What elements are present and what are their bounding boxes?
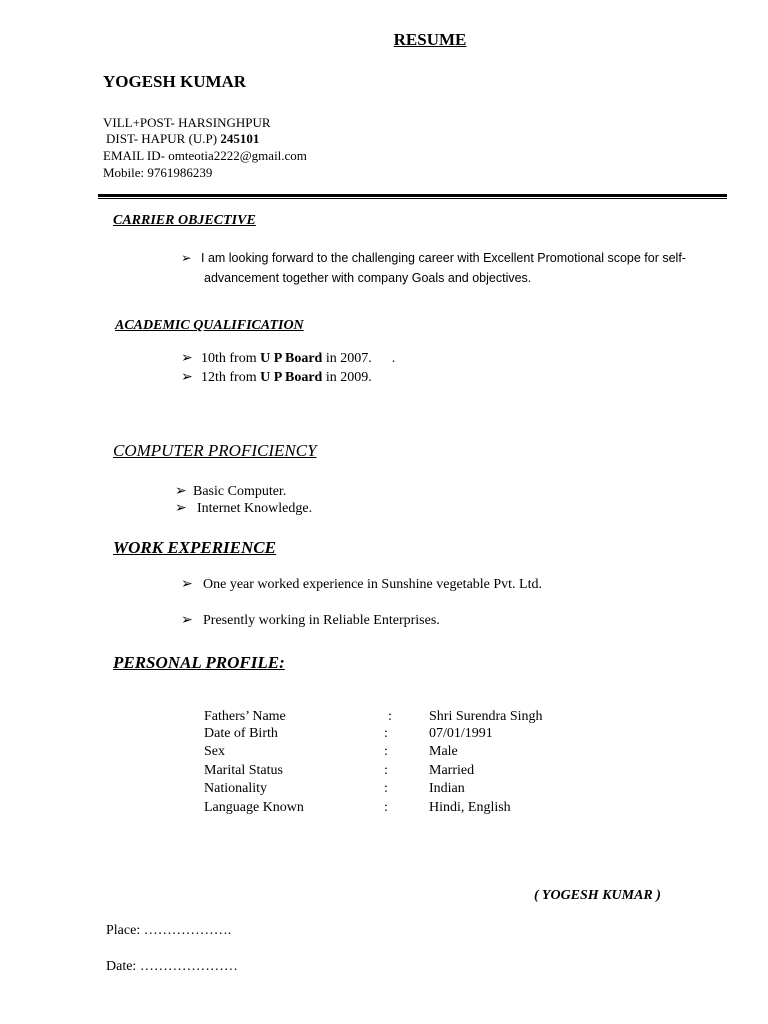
- academic-item-year: in 2009.: [322, 370, 372, 385]
- profile-separator: :: [384, 726, 388, 741]
- personal-profile-heading: PERSONAL PROFILE:: [113, 653, 285, 672]
- work-item-text: Presently working in Reliable Enterprises.: [203, 613, 440, 628]
- career-objective-text1: I am looking forward to the challenging career with Excellent Promotional scope for self-: [201, 251, 686, 265]
- academic-heading: ACADEMIC QUALIFICATION: [115, 318, 304, 333]
- computer-proficiency-heading: COMPUTER PROFICIENCY: [113, 441, 317, 460]
- profile-value: 07/01/1991: [429, 726, 493, 741]
- arrow-bullet-icon: ➢: [181, 351, 193, 366]
- profile-label: Date of Birth: [204, 726, 278, 741]
- mobile-line: Mobile: 9761986239: [103, 165, 213, 180]
- arrow-bullet-icon: ➢: [181, 613, 193, 628]
- work-item: [181, 576, 542, 593]
- academic-item-trail: .: [391, 351, 396, 366]
- academic-item-text: 12th from: [201, 370, 261, 385]
- career-objective-line1: [181, 248, 686, 268]
- profile-value: Male: [429, 744, 458, 759]
- profile-label: Language Known: [204, 800, 304, 815]
- work-item: [181, 612, 440, 629]
- profile-value: Shri Surendra Singh: [429, 709, 543, 724]
- header-divider-thin: [98, 198, 727, 199]
- academic-item-board: U P Board: [260, 351, 323, 366]
- signature-name: ( YOGESH KUMAR ): [534, 888, 661, 903]
- profile-label: Marital Status: [204, 763, 283, 778]
- address-district: DIST- HAPUR (U.P): [106, 131, 218, 146]
- header-divider-thick: [98, 194, 727, 197]
- arrow-bullet-icon: ➢: [175, 484, 187, 499]
- place-line: Place: ……………….: [106, 923, 232, 938]
- profile-value: Hindi, English: [429, 800, 511, 815]
- academic-item-board: U P Board: [260, 370, 323, 385]
- resume-title: RESUME: [393, 30, 467, 49]
- career-objective-heading: CARRIER OBJECTIVE: [113, 213, 256, 228]
- profile-separator: :: [384, 781, 388, 796]
- academic-item: [181, 369, 372, 386]
- computer-item-text: Internet Knowledge.: [197, 501, 313, 516]
- arrow-bullet-icon: ➢: [181, 251, 192, 265]
- career-objective-line2: advancement together with company Goals and objectives.: [204, 271, 532, 285]
- profile-value: Indian: [429, 781, 465, 796]
- work-item-text: One year worked experience in Sunshine vegetable Pvt. Ltd.: [203, 577, 543, 592]
- arrow-bullet-icon: ➢: [175, 501, 187, 516]
- profile-label: Fathers’ Name: [204, 709, 286, 724]
- date-line: Date: …………………: [106, 959, 238, 974]
- address-pincode: 245101: [220, 131, 260, 146]
- profile-separator: :: [388, 709, 392, 724]
- work-experience-heading: WORK EXPERIENCE: [113, 538, 276, 557]
- address-line2: [106, 131, 259, 147]
- computer-item-text: Basic Computer.: [193, 484, 287, 499]
- profile-separator: :: [384, 800, 388, 815]
- academic-item-year: in 2007.: [322, 351, 372, 366]
- profile-value: Married: [429, 763, 475, 778]
- profile-separator: :: [384, 763, 388, 778]
- candidate-name: YOGESH KUMAR: [103, 72, 247, 91]
- computer-item: [175, 500, 312, 517]
- email-line: EMAIL ID- omteotia2222@gmail.com: [103, 148, 307, 163]
- arrow-bullet-icon: ➢: [181, 577, 193, 592]
- profile-label: Nationality: [204, 781, 267, 796]
- academic-item-text: 10th from: [201, 351, 261, 366]
- arrow-bullet-icon: ➢: [181, 370, 193, 385]
- profile-separator: :: [384, 744, 388, 759]
- academic-item: [181, 350, 395, 367]
- computer-item: [175, 483, 286, 500]
- profile-label: Sex: [204, 744, 225, 759]
- address-line1: VILL+POST- HARSINGHPUR: [103, 115, 271, 130]
